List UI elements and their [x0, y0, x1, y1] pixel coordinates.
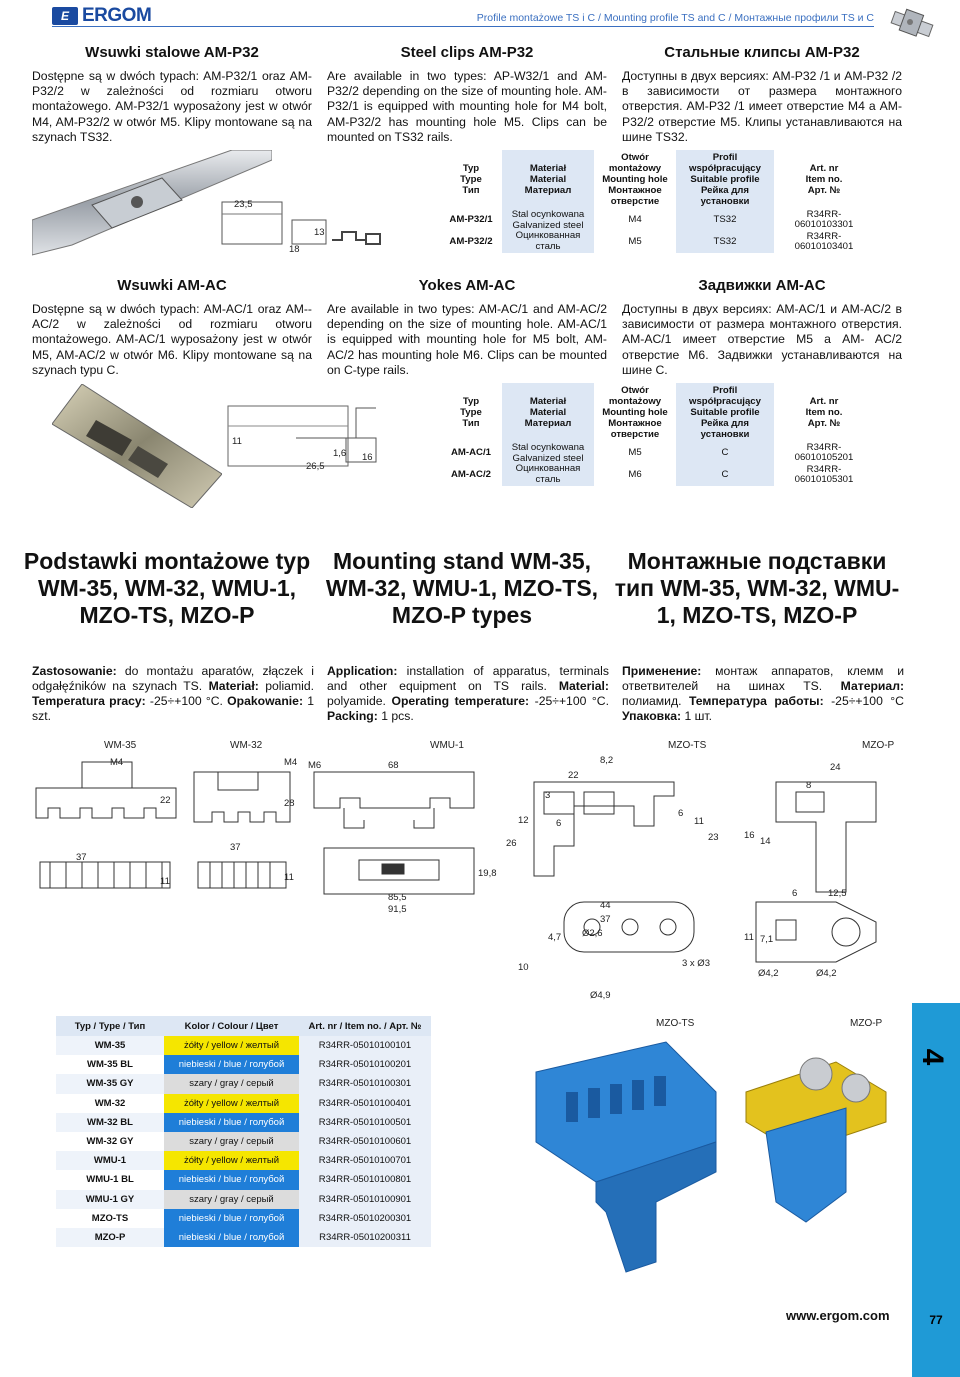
drawing-label-wmu1: WMU-1: [430, 740, 464, 751]
section-text: Are available in two types: AM-AC/1 and AM-AC/2 depending on the size of mounting hole. AM-AC/1 is equipped with mounting hole for M5 bolt, AM-AC/2 has mounting hole M6. Clips can be mounted on C-type rails.: [327, 302, 607, 377]
dimension-label: 8: [806, 780, 812, 791]
type-cell: WM-32 GY: [86, 1136, 134, 1148]
brand-logo: [52, 5, 151, 27]
dimension-label: Ø4,2: [758, 968, 779, 979]
ac-pl-column: [32, 277, 312, 378]
dimension-label: Ø4,9: [590, 990, 611, 1001]
type-cell: AM-P32/2: [449, 235, 493, 247]
stand-spec-pl: Zastosowanie: do montażu aparatów, złączek i odgałęźników na szynach TS. Materiał: poliamid. Temperatura pracy: -25÷+100 °C. Opakowanie: 1 szt.: [32, 664, 314, 723]
color-cell: szary / gray / серый: [164, 1074, 299, 1093]
chapter-number: 4: [916, 1048, 949, 1066]
dimension-label: 16: [744, 830, 755, 841]
type-cell: WM-32: [94, 1097, 126, 1109]
dimension-label: 24: [830, 762, 841, 773]
dimension-label: 6: [556, 818, 562, 829]
p32-ru-column: [622, 44, 902, 145]
color-cell: niebieski / blue / голубой: [164, 1113, 299, 1132]
hole-cell: M6: [628, 468, 642, 480]
col-header-profile: Profil współpracujący Suitable profile Рейка для установки: [676, 383, 774, 442]
material-cell: Stal ocynkowana Galvanized steel Оцинкованная сталь: [502, 442, 594, 486]
dimension-label: M6: [308, 760, 322, 771]
dimension-label: 23: [708, 832, 719, 843]
color-cell: żółty / yellow / желтый: [164, 1036, 299, 1055]
color-cell: niebieski / blue / голубой: [164, 1055, 299, 1074]
table-row: [56, 1209, 431, 1228]
section-text: Доступны в двух версиях: AM-AC/1 и AM-AC/2 в зависимости от размера монтажного отверстия. AM-AC/1 имеет отверстие M5 а AM- AC/2 отверстие M6. Задвижки устанавливаются на шине C.: [622, 302, 902, 377]
dimension-label: 85,5: [388, 892, 407, 903]
art-cell: R34RR-05010100201: [299, 1055, 431, 1074]
art-cell: R34RR-05010100301: [299, 1074, 431, 1093]
dimension-label: 22: [160, 795, 171, 806]
stand-spec-en: Application: installation of apparatus, terminals and other equipment on TS rails. Material: polyamide. Operating temperature: -25÷+100 °C. Packing: 1 pcs.: [327, 664, 609, 723]
dimension-label: M4: [110, 757, 124, 768]
col-header-art: Art. nr Item no. Арт. №: [805, 396, 843, 429]
color-cell: niebieski / blue / голубой: [164, 1209, 299, 1228]
table-row: [440, 442, 874, 464]
art-cell: R34RR-06010103401: [794, 230, 854, 252]
mzots-photo: [516, 1032, 726, 1280]
ac-en-column: [327, 277, 607, 378]
mzop-drawing: [736, 752, 904, 1002]
table-row: [56, 1094, 431, 1113]
dimension-label: 1,6: [333, 448, 347, 459]
dimension-label: 23,5: [234, 199, 253, 210]
dimension-label: 3: [545, 790, 551, 801]
type-cell: AM-P32/1: [449, 213, 493, 225]
dimension-label: 14: [760, 836, 771, 847]
dimension-label: 68: [388, 760, 399, 771]
dimension-label: 37: [76, 852, 87, 863]
dimension-label: 12: [518, 815, 529, 826]
dimension-label: 6: [792, 888, 798, 899]
table-row: [56, 1151, 431, 1170]
stand-title-pl: Podstawki montażowe typ WM-35, WM-32, WMU-1, MZO-TS, MZO-P: [23, 548, 311, 628]
dimension-label: 22: [568, 770, 579, 781]
table-row: [56, 1132, 431, 1151]
dimension-label: 37: [230, 842, 241, 853]
section-title: Задвижки AM-AC: [698, 277, 826, 294]
wm32-drawing: [188, 752, 298, 902]
wmu1-drawing: [304, 752, 484, 912]
stand-title-en: Mounting stand WM-35, WM-32, WMU-1, MZO-TS, MZO-P types: [325, 548, 599, 628]
drawing-label-wm32: WM-32: [230, 740, 263, 751]
art-cell: R34RR-05010200301: [299, 1209, 431, 1228]
ac-ru-column: [622, 277, 902, 378]
col-header-color: Kolor / Colour / Цвет: [164, 1016, 299, 1036]
section-title: Wsuwki AM-AC: [117, 277, 227, 294]
dimension-label: 11: [744, 932, 754, 943]
dimension-label: 91,5: [388, 904, 407, 915]
type-cell: AM-AC/2: [451, 468, 491, 480]
dimension-label: 6: [678, 808, 684, 819]
type-cell: WM-35 BL: [87, 1059, 133, 1071]
dimension-label: 4,7: [548, 932, 562, 943]
logo-text: ERGOM: [82, 5, 152, 26]
profile-cell: C: [676, 442, 774, 464]
type-cell: WM-35: [56, 1036, 164, 1055]
photo-label-mzop: MZO-P: [850, 1018, 883, 1029]
col-header-material: Materiał Material Материал: [502, 383, 594, 442]
section-title: Yokes AM-AC: [418, 277, 516, 294]
section-text: Dostępne są w dwóch typach: AM-P32/1 oraz AM-P32/2 w zależności od rozmiaru otworu montażowego. AM-P32/1 wyposażony jest w otwór M4, AM-P32/2 w otwór M5. Klipy montowane są na szynach TS32.: [32, 69, 312, 144]
table-row: [440, 209, 874, 231]
table-row: [56, 1055, 431, 1074]
art-cell: R34RR-06010105301: [794, 463, 854, 485]
art-cell: R34RR-05010100401: [299, 1094, 431, 1113]
dimension-label: 11: [232, 436, 242, 447]
dimension-label: 19,8: [478, 868, 497, 879]
dimension-label: 26: [506, 838, 517, 849]
dimension-label: Ø4,2: [816, 968, 837, 979]
ac-spec-table: [440, 383, 874, 486]
dimension-label: 11: [694, 816, 704, 827]
type-cell: WM-35 GY: [56, 1074, 164, 1093]
section-text: Dostępne są w dwóch typach: AM-AC/1 oraz AM--AC/2 w zależności od rozmiaru otworu montażowego. AM-AC/1 wyposażony jest w otwór M5, AM-AC/2 w otwór M6. Klipy montowane są na szynach typu C.: [32, 302, 312, 377]
color-cell: żółty / yellow / желтый: [164, 1094, 299, 1113]
photo-label-mzots: MZO-TS: [656, 1018, 695, 1029]
art-cell: R34RR-05010100501: [299, 1113, 431, 1132]
dimension-label: 10: [518, 962, 529, 973]
hole-cell: M5: [628, 235, 642, 247]
color-cell: szary / gray / серый: [164, 1132, 299, 1151]
art-cell: R34RR-05010100601: [299, 1132, 431, 1151]
color-cell: niebieski / blue / голубой: [164, 1228, 299, 1247]
dimension-label: 8,2: [600, 755, 614, 766]
col-header-type: Typ Type Тип: [460, 163, 482, 196]
dimension-label: 28: [284, 798, 295, 809]
drawing-label-mzop: MZO-P: [862, 740, 895, 751]
section-title: Steel clips AM-P32: [400, 44, 534, 61]
profile-cell: C: [676, 464, 774, 486]
header-divider: [52, 26, 874, 27]
type-cell: WMU-1 BL: [86, 1174, 134, 1186]
breadcrumb: Profile montażowe TS i C / Mounting profile TS and C / Монтажные профили TS и C: [476, 12, 874, 24]
logo-mark: E: [52, 7, 78, 25]
website-link[interactable]: www.ergom.com: [786, 1308, 890, 1323]
type-cell: MZO-P: [56, 1228, 164, 1247]
dimension-label: 18: [289, 244, 300, 255]
section-title: Стальные клипсы AM-P32: [664, 44, 860, 61]
art-cell: R34RR-05010100901: [299, 1190, 431, 1209]
profile-cell: TS32: [676, 231, 774, 253]
p32-spec-table: [440, 150, 874, 253]
dimension-label: 7,1: [760, 934, 774, 945]
col-header-profile: Profil współpracujący Suitable profile Рейка для установки: [676, 150, 774, 209]
stand-color-table: [56, 1016, 431, 1247]
art-cell: R34RR-05010200311: [299, 1228, 431, 1247]
dimension-label: 11: [284, 872, 294, 883]
col-header-material: Materiał Material Материал: [502, 150, 594, 209]
dimension-label: 26,5: [306, 461, 325, 472]
color-cell: żółty / yellow / желтый: [164, 1151, 299, 1170]
dimension-label: 16: [362, 452, 373, 463]
hole-cell: M4: [628, 213, 642, 225]
col-header-type: Typ / Type / Тип: [56, 1016, 164, 1036]
page-header: [0, 0, 960, 30]
mzop-photo: [736, 1032, 900, 1228]
material-cell: Stal ocynkowana Galvanized steel Оцинкованная сталь: [502, 209, 594, 253]
type-cell: MZO-TS: [91, 1212, 129, 1224]
col-header-hole: Otwór montażowy Mounting hole Монтажное отверстие: [602, 385, 668, 440]
table-row: [56, 1228, 431, 1247]
art-cell: R34RR-06010105201: [794, 441, 854, 463]
am-ac-photo: [52, 384, 222, 508]
table-row: [56, 1036, 431, 1055]
art-cell: R34RR-06010103301: [794, 208, 854, 230]
rail-clip-icon: [888, 4, 938, 44]
type-cell: WM-32 BL: [56, 1113, 164, 1132]
table-row: [56, 1113, 431, 1132]
dimension-label: 12,5: [828, 888, 847, 899]
col-header-art: Art. nr / Item no. / Арт. №: [299, 1016, 431, 1036]
col-header-hole: Otwór montażowy Mounting hole Монтажное отверстие: [602, 152, 668, 207]
col-header-art: Art. nr Item no. Арт. №: [805, 163, 843, 196]
table-row: [56, 1170, 431, 1189]
stand-title-ru: Монтажные подставки тип WM-35, WM-32, WMU-1, MZO-TS, MZO-P: [614, 548, 900, 628]
drawing-label-mzots: MZO-TS: [668, 740, 707, 751]
section-text: Доступны в двух версиях: AM-P32 /1 и AM-P32 /2 в зависимости от размера монтажного отверстия. AM-P32 /1 имеет отверстие M4 а AM-P32/2 отверстие M5. Клипы устанавливаются на шине TS32.: [622, 69, 902, 144]
stand-spec-ru: Применение: монтаж аппаратов, клемм и ответвителей на шинах TS. Материал: полиамид. Температура работы: -25÷+100 °C Упаковка: 1 шт.: [622, 664, 904, 723]
type-cell: AM-AC/1: [451, 446, 491, 458]
hole-cell: M5: [628, 446, 642, 458]
section-title: Wsuwki stalowe AM-P32: [85, 44, 259, 61]
art-cell: R34RR-05010100801: [299, 1170, 431, 1189]
profile-cell: TS32: [676, 209, 774, 231]
section-text: Are available in two types: AP-W32/1 and AM-P32/2 depending on the size of mounting hole. AM-P32/1 is equipped with mounting hole for M4 bolt, AM-P32/2 has mounting hole M5. Clips can be mounted on TS32 rails.: [327, 69, 607, 144]
type-cell: WMU-1: [56, 1151, 164, 1170]
dimension-label: 44: [600, 900, 611, 911]
dimension-label: 13: [314, 227, 325, 238]
art-cell: R34RR-05010100701: [299, 1151, 431, 1170]
dimension-label: 11: [160, 876, 170, 887]
type-cell: WMU-1 GY: [56, 1190, 164, 1209]
art-cell: R34RR-05010100101: [299, 1036, 431, 1055]
table-row: [56, 1074, 431, 1093]
table-row: [56, 1190, 431, 1209]
dimension-label: Ø2,6: [582, 928, 603, 939]
color-cell: szary / gray / серый: [164, 1190, 299, 1209]
dimension-label: M4: [284, 757, 298, 768]
drawing-label-wm35: WM-35: [104, 740, 137, 751]
page-number: 77: [929, 1313, 943, 1327]
p32-en-column: [327, 44, 607, 145]
color-cell: niebieski / blue / голубой: [164, 1170, 299, 1189]
dimension-label: 37: [600, 914, 611, 925]
col-header-type: Typ Type Тип: [460, 396, 482, 429]
dimension-label: 3 x Ø3: [682, 958, 710, 969]
p32-pl-column: [32, 44, 312, 145]
